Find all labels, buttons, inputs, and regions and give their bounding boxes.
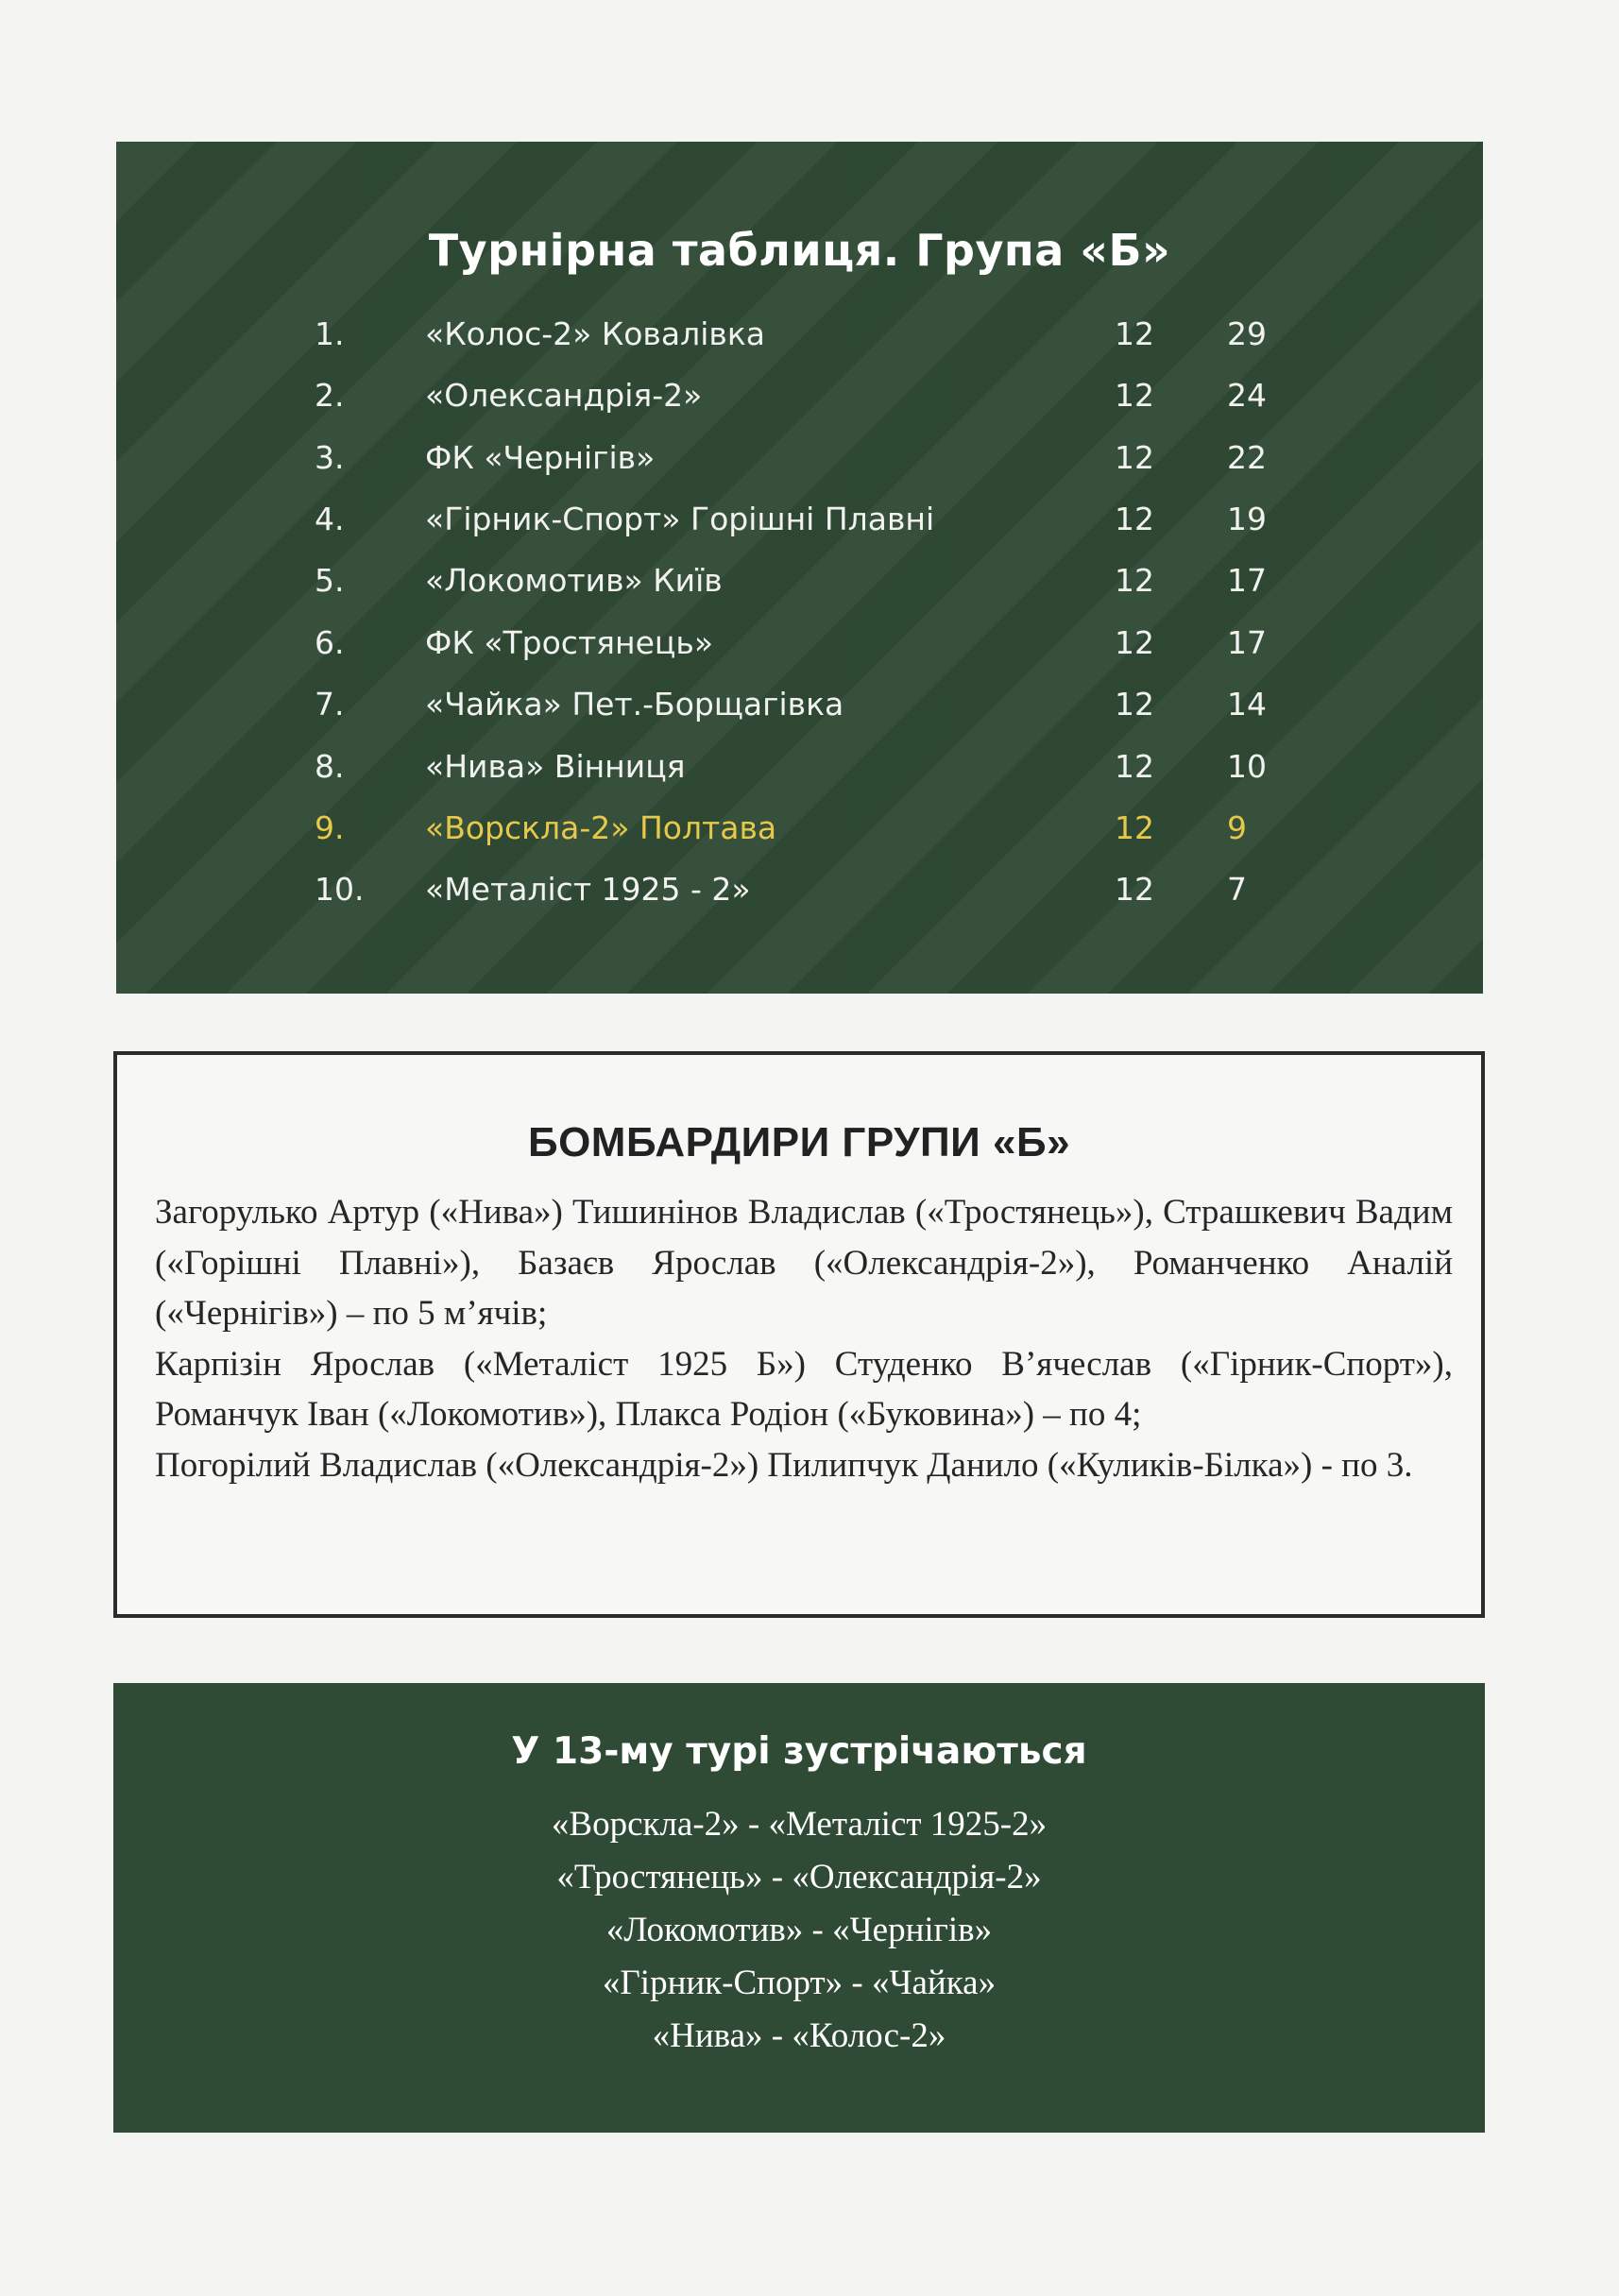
standings-rank: 9. — [315, 809, 345, 846]
scorers-panel — [113, 1051, 1485, 1618]
standings-rank: 8. — [315, 748, 345, 785]
standings-rank: 7. — [315, 686, 345, 723]
standings-games: 12 — [1115, 809, 1154, 846]
fixture-row: «Ворскла-2» - «Металіст 1925-2» — [551, 1805, 1048, 1844]
standings-row — [116, 488, 1483, 550]
scorers-text — [155, 1187, 1453, 1490]
standings-rank: 1. — [315, 315, 345, 352]
scorers-paragraph: Карпізін Ярослав («Металіст 1925 Б») Студенко В’ячеслав («Гірник-Спорт»), Романчук Іван («Локомотив»), Плакса Родіон («Буковина») – по 4; — [155, 1344, 1453, 1434]
standings-points: 24 — [1227, 377, 1267, 414]
standings-rank: 6. — [315, 624, 345, 661]
standings-games: 12 — [1115, 624, 1154, 661]
standings-team: «Олександрія-2» — [425, 377, 703, 414]
standings-points: 22 — [1227, 439, 1267, 476]
standings-games: 12 — [1115, 871, 1154, 908]
fixtures-title: У 13-му турі зустрічаються — [511, 1730, 1087, 1773]
fixture-row: «Тростянець» - «Олександрія-2» — [556, 1858, 1042, 1896]
standings-row — [116, 365, 1483, 426]
fixture-row: «Локомотив» - «Чернігів» — [605, 1911, 993, 1949]
standings-row — [116, 427, 1483, 488]
standings-points: 9 — [1227, 809, 1247, 846]
standings-rank: 2. — [315, 377, 345, 414]
standings-points: 29 — [1227, 315, 1267, 352]
scorers-title: БОМБАРДИРИ ГРУПИ «Б» — [527, 1119, 1071, 1165]
standings-points: 7 — [1227, 871, 1247, 908]
standings-row — [116, 859, 1483, 920]
fixtures-panel — [113, 1683, 1485, 2133]
standings-team: «Чайка» Пет.-Борщагівка — [425, 686, 844, 723]
standings-games: 12 — [1115, 501, 1154, 537]
standings-row — [116, 303, 1483, 365]
standings-games: 12 — [1115, 439, 1154, 476]
standings-row — [116, 736, 1483, 797]
standings-team: «Гірник-Спорт» Горішні Плавні — [425, 501, 935, 537]
standings-games: 12 — [1115, 748, 1154, 785]
standings-row — [116, 550, 1483, 611]
fixture-row: «Гірник-Спорт» - «Чайка» — [602, 1964, 997, 2002]
standings-rank: 5. — [315, 562, 345, 599]
fixture-row: «Нива» - «Колос-2» — [652, 2016, 946, 2055]
standings-games: 12 — [1115, 377, 1154, 414]
standings-team: «Ворскла-2» Полтава — [425, 809, 777, 846]
standings-points: 17 — [1227, 562, 1267, 599]
scorers-paragraph: Погорілий Владислав («Олександрія-2») Пилипчук Данило («Куликів-Білка») - по 3. — [155, 1445, 1413, 1485]
standings-points: 14 — [1227, 686, 1267, 723]
standings-points: 17 — [1227, 624, 1267, 661]
standings-row-highlighted — [116, 797, 1483, 859]
standings-points: 10 — [1227, 748, 1267, 785]
standings-team: ФК «Тростянець» — [425, 624, 714, 661]
standings-rank: 3. — [315, 439, 345, 476]
standings-team: ФК «Чернігів» — [425, 439, 656, 476]
standings-row — [116, 612, 1483, 673]
standings-team: «Колос-2» Ковалівка — [425, 315, 765, 352]
standings-panel — [116, 142, 1483, 994]
standings-rank: 10. — [315, 871, 365, 908]
standings-row — [116, 673, 1483, 735]
standings-games: 12 — [1115, 315, 1154, 352]
standings-games: 12 — [1115, 686, 1154, 723]
scorers-paragraph: Загорулько Артур («Нива») Тишинінов Владислав («Тростянець»), Страшкевич Вадим («Горішні Плавні»), Базаєв Ярослав («Олександрія-2»), Романченко Аналій («Чернігів») – по 5 м’ячів; — [155, 1193, 1453, 1333]
standings-rank: 4. — [315, 501, 345, 537]
standings-team: «Металіст 1925 - 2» — [425, 871, 751, 908]
standings-title: Турнірна таблиця. Група «Б» — [428, 225, 1171, 276]
standings-points: 19 — [1227, 501, 1267, 537]
fixtures-list — [113, 1798, 1485, 2063]
standings-games: 12 — [1115, 562, 1154, 599]
standings-team: «Локомотив» Київ — [425, 562, 723, 599]
standings-team: «Нива» Вінниця — [425, 748, 686, 785]
